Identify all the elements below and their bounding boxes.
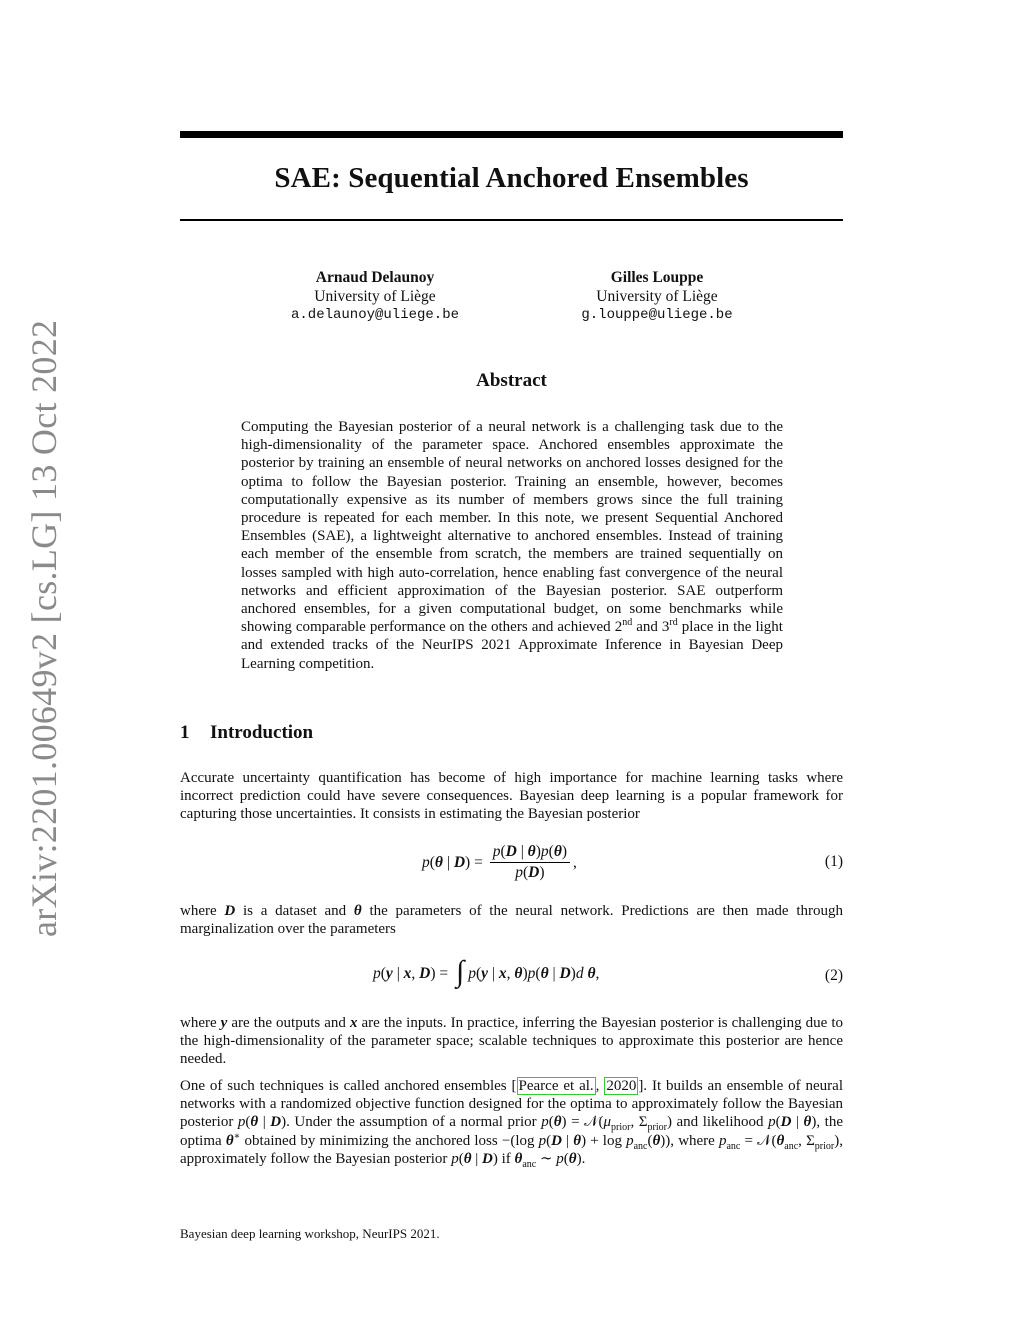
intro-paragraph-2: where D is a dataset and θ the parameters of the neural network. Predictions are then made through marginalization over the parameters — [180, 903, 843, 938]
section-title: Introduction — [210, 722, 314, 743]
author-affiliation: University of Liège — [314, 288, 436, 305]
equation-number: (1) — [824, 853, 843, 870]
arxiv-stamp: arXiv:2201.00649v2 [cs.LG] 13 Oct 2022 — [24, 319, 64, 937]
citation-link[interactable]: Pearce et al. — [518, 1078, 594, 1094]
section-heading — [180, 722, 313, 744]
abstract-heading: Abstract — [476, 370, 547, 391]
title-rule-bottom — [180, 219, 843, 221]
author-block-1 — [245, 268, 505, 325]
title-rule-top — [180, 131, 843, 138]
author-email[interactable]: a.delaunoy@uliege.be — [290, 307, 460, 323]
author-name: Gilles Louppe — [610, 269, 704, 286]
intro-paragraph-4: One of such techniques is called anchored ensembles [ Pearce et al. , 2020 ]. It builds an ensemble of neural networks with a randomized objective function designed for the optima to approximately follow the Bayesian posterior p(θ | D). Under the assumption of a normal prior $p(\theta) = 𝒩(\mu_{prior}$, $\Sigma_{prior}$) and likelihood p(D | θ), the optima θ∗ obtained by minimizing the anchored loss −(log p(D | $\theta) + \log p_{anc}(\theta)$), where $p_{anc}$ = $𝒩(\theta_{anc}$, $\Sigma_{prior}$), approximately follow the Bayesian posterior p(θ | D) if $\theta_{anc}$ ∼ p(θ). — [180, 1078, 844, 1170]
author-block-2 — [527, 268, 787, 325]
author-email[interactable]: g.louppe@uliege.be — [581, 307, 733, 323]
intro-paragraph-1: Accurate uncertainty quantification has become of high importance for machine learning tasks where incorrect prediction could have severe consequences. Bayesian deep learning is a popular framework for capturing those uncertainties. It consists in estimating the Bayesian posterior — [180, 770, 843, 823]
author-affiliation: University of Liège — [596, 288, 718, 305]
section-number: 1 — [180, 722, 190, 743]
abstract-text: Computing the Bayesian posterior of a neural network is a challenging task due to the high-dimensionality of the parameter space. Anchored ensembles approximate the posterior by training an ensemble of neural networks on anchored losses designed for the optima to follow the Bayesian posterior. Training an ensemble, however, becomes computationally expensive as its number of members grows since the full training procedure is repeated for each member. In this note, we present Sequential Anchored Ensembles (SAE), a lightweight alternative to anchored ensembles. Instead of training each member of the ensemble from scratch, the members are trained sequentially on losses sampled with high auto-correlation, hence enabling fast convergence of the neural networks and efficient approximation of the Bayesian posterior. SAE outperform anchored ensembles, for a given computational budget, on some benchmarks while showing comparable performance on the others and achieved 2nd and 3rd place in the light and extended tracks of the NeurIPS 2021 Approximate Inference in Bayesian Deep Learning competition. — [241, 419, 783, 672]
citation-year-link[interactable]: 2020 — [606, 1078, 637, 1094]
footer-note: Bayesian deep learning workshop, NeurIPS 2021. — [180, 1226, 440, 1241]
equation-1: p ( θ | D ) = $\frac{p(D | \theta)p(\theta)}{p(D)}$ , (1) — [422, 843, 843, 881]
equation-2: p ( y | x , D ) = ∫ p ( y | x , θ ) p ( θ | D ) d θ , (2) — [373, 955, 843, 988]
paper-title: SAE: Sequential Anchored Ensembles — [274, 162, 749, 194]
equation-number: (2) — [824, 967, 843, 984]
author-name: Arnaud Delaunoy — [315, 269, 435, 286]
intro-paragraph-3: where y are the outputs and x are the inputs. In practice, inferring the Bayesian posterior is challenging due to the high-dimensionality of the parameter space; scalable techniques to approximate this posterior are hence needed. — [180, 1015, 843, 1068]
